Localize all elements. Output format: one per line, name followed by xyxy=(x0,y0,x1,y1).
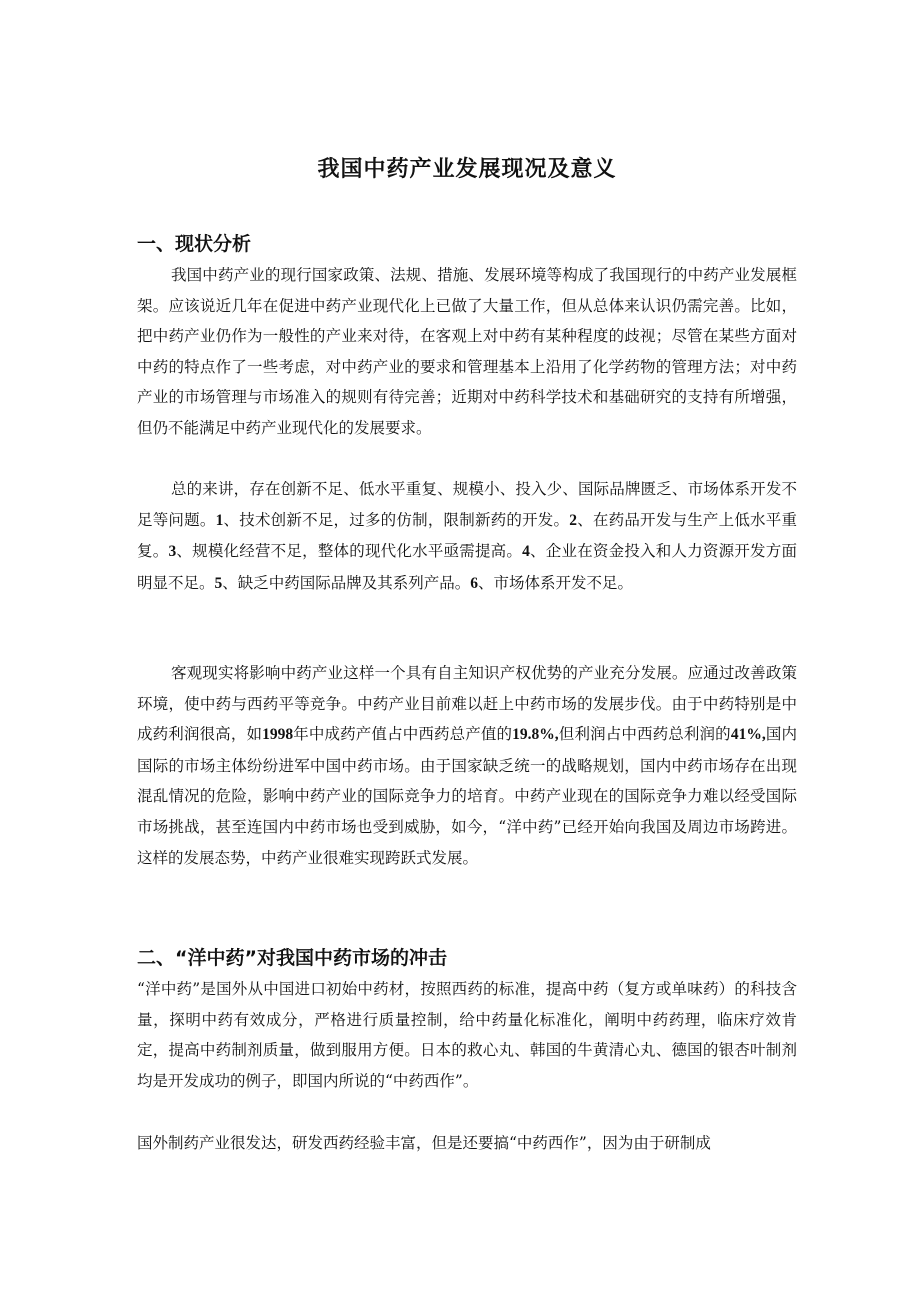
bold-number: 41%, xyxy=(730,726,766,744)
bold-number: 1 xyxy=(215,511,224,529)
text-run: 、市场体系开发不足。 xyxy=(478,573,634,592)
bold-number: 1998 xyxy=(262,726,294,744)
paragraph-market-impact xyxy=(137,658,797,873)
bold-number: 2 xyxy=(569,511,577,529)
text-run: 、在药品开发与生产上低水平重复。 xyxy=(137,510,797,561)
text-run: 客观现实将影响中药产业这样一个具有自主知识产权优势的产业充分发展。应通过改善政策环境，使中药与西药平等竞争。中药产业目前难以赶上中药市场的发展步伐。由于中药特别是中成药利润很高，如 xyxy=(137,664,797,744)
bold-number: 19.8%, xyxy=(512,726,559,744)
text-run: 国内国际的市场主体纷纷进军中国中药市场。由于国家缺乏统一的战略规划，国内中药市场存在出现混乱情况的危险，影响中药产业的国际竞争力的培育。中药产业现在的国际竞争力难以经受国际市场挑战，甚至连国内中药市场也受到威胁，如今，“洋中药”已经开始向我国及周边市场跨进。这样的发展态势，中药产业很难实现跨跃式发展。 xyxy=(137,725,797,867)
text-run: 、技术创新不足，过多的仿制，限制新药的开发。 xyxy=(223,510,570,529)
text-run: 、规模化经营不足，整体的现代化水平亟需提高。 xyxy=(176,542,523,561)
text-run: 、缺乏中药国际品牌及其系列产品。 xyxy=(222,573,471,592)
paragraph-problems-list xyxy=(137,474,797,599)
bold-number: 3 xyxy=(168,543,177,561)
paragraph-foreign-tcm-definition xyxy=(137,974,797,1096)
bold-number: 4 xyxy=(522,543,530,561)
text-run: “洋中药”是国外从中国进口初始中药材，按照西药的标准，提高中药（复方或单味药）的科技含量，探明中药有效成分，严格进行质量控制，给中药量化标准化，阐明中药药理，临床疗效肯定，提高中药制剂质量，做到服用方便。日本的救心丸、韩国的牛黄清心丸、德国的银杏叶制剂均是开发成功的例子，即国内所说的“中药西作”。 xyxy=(137,980,797,1090)
bold-number: 6 xyxy=(470,574,479,592)
text-run: 国外制药产业很发达，研发西药经验丰富，但是还要搞“中药西作”，因为由于研制成 xyxy=(137,1134,711,1152)
text-run: 、企业在资金投入和人力资源开发方面明显不足。 xyxy=(137,542,797,592)
section-heading-current-analysis: 一、现状分析 xyxy=(137,233,252,255)
bold-number: 5 xyxy=(214,574,223,592)
document-title: 我国中药产业发展现况及意义 xyxy=(317,157,617,182)
section-heading-foreign-tcm: 二、“洋中药”对我国中药市场的冲击 xyxy=(137,947,447,969)
paragraph-foreign-pharma xyxy=(137,1128,797,1159)
text-run: 但利润占中西药总利润的 xyxy=(558,725,731,744)
text-run: 年中成药产值占中西药总产值的 xyxy=(293,725,513,744)
text-run: 我国中药产业的现行国家政策、法规、措施、发展环境等构成了我国现行的中药产业发展框架。应该说近几年在促进中药产业现代化上已做了大量工作，但从总体来认识仍需完善。比如，把中药产业仍作为一般性的产业来对待，在客观上对中药有某种程度的歧视；尽管在某些方面对中药的特点作了一些考虑，对中药产业的要求和管理基本上沿用了化学药物的管理方法；对中药产业的市场管理与市场准入的规则有待完善；近期对中药科学技术和基础研究的支持有所增强，但仍不能满足中药产业现代化的发展要求。 xyxy=(137,266,797,437)
text-run: 总的来讲，存在创新不足、低水平重复、规模小、投入少、国际品牌匮乏、市场体系开发不足等问题。 xyxy=(137,480,797,529)
paragraph-policy-framework xyxy=(137,260,797,444)
